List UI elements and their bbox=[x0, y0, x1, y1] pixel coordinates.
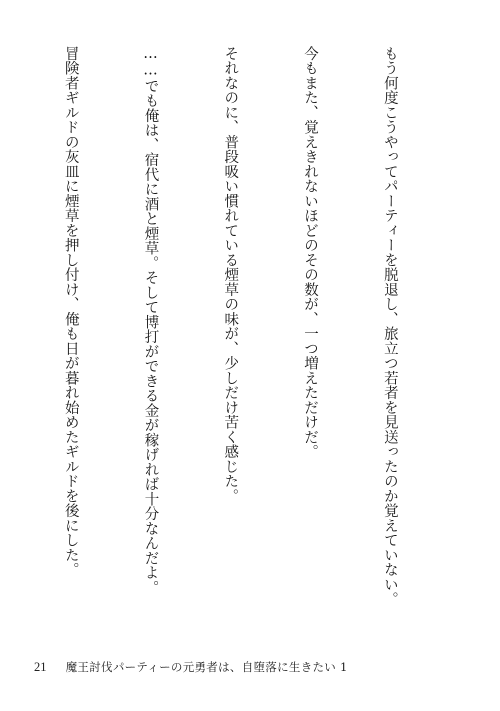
body-line: 今もまた、覚えきれないほどのその数が、一つ増えただけだ。 bbox=[302, 46, 319, 459]
body-line: 冒険者ギルドの灰皿に煙草を押し付け、俺も日が暮れ始めたギルドを後にした。 bbox=[62, 46, 79, 577]
body-line: それなのに、普段吸い慣れている煙草の味が、少しだけ苦く感じた。 bbox=[222, 46, 239, 504]
vertical-text-body bbox=[0, 46, 456, 646]
body-line: ……でも俺は、宿代に酒と煙草。そして博打ができる金が稼げれば十分なんだよ。 bbox=[142, 46, 159, 595]
running-title: 魔王討伐パーティーの元勇者は、自堕落に生きたい 1 bbox=[65, 660, 348, 674]
page-footer bbox=[34, 659, 348, 675]
scene-break-space bbox=[0, 46, 4, 646]
body-line: もう何度こうやってパーティーを脱退し、旅立つ若者を見送ったのか覚えていない。 bbox=[381, 46, 398, 607]
page-number: 21 bbox=[34, 660, 47, 674]
